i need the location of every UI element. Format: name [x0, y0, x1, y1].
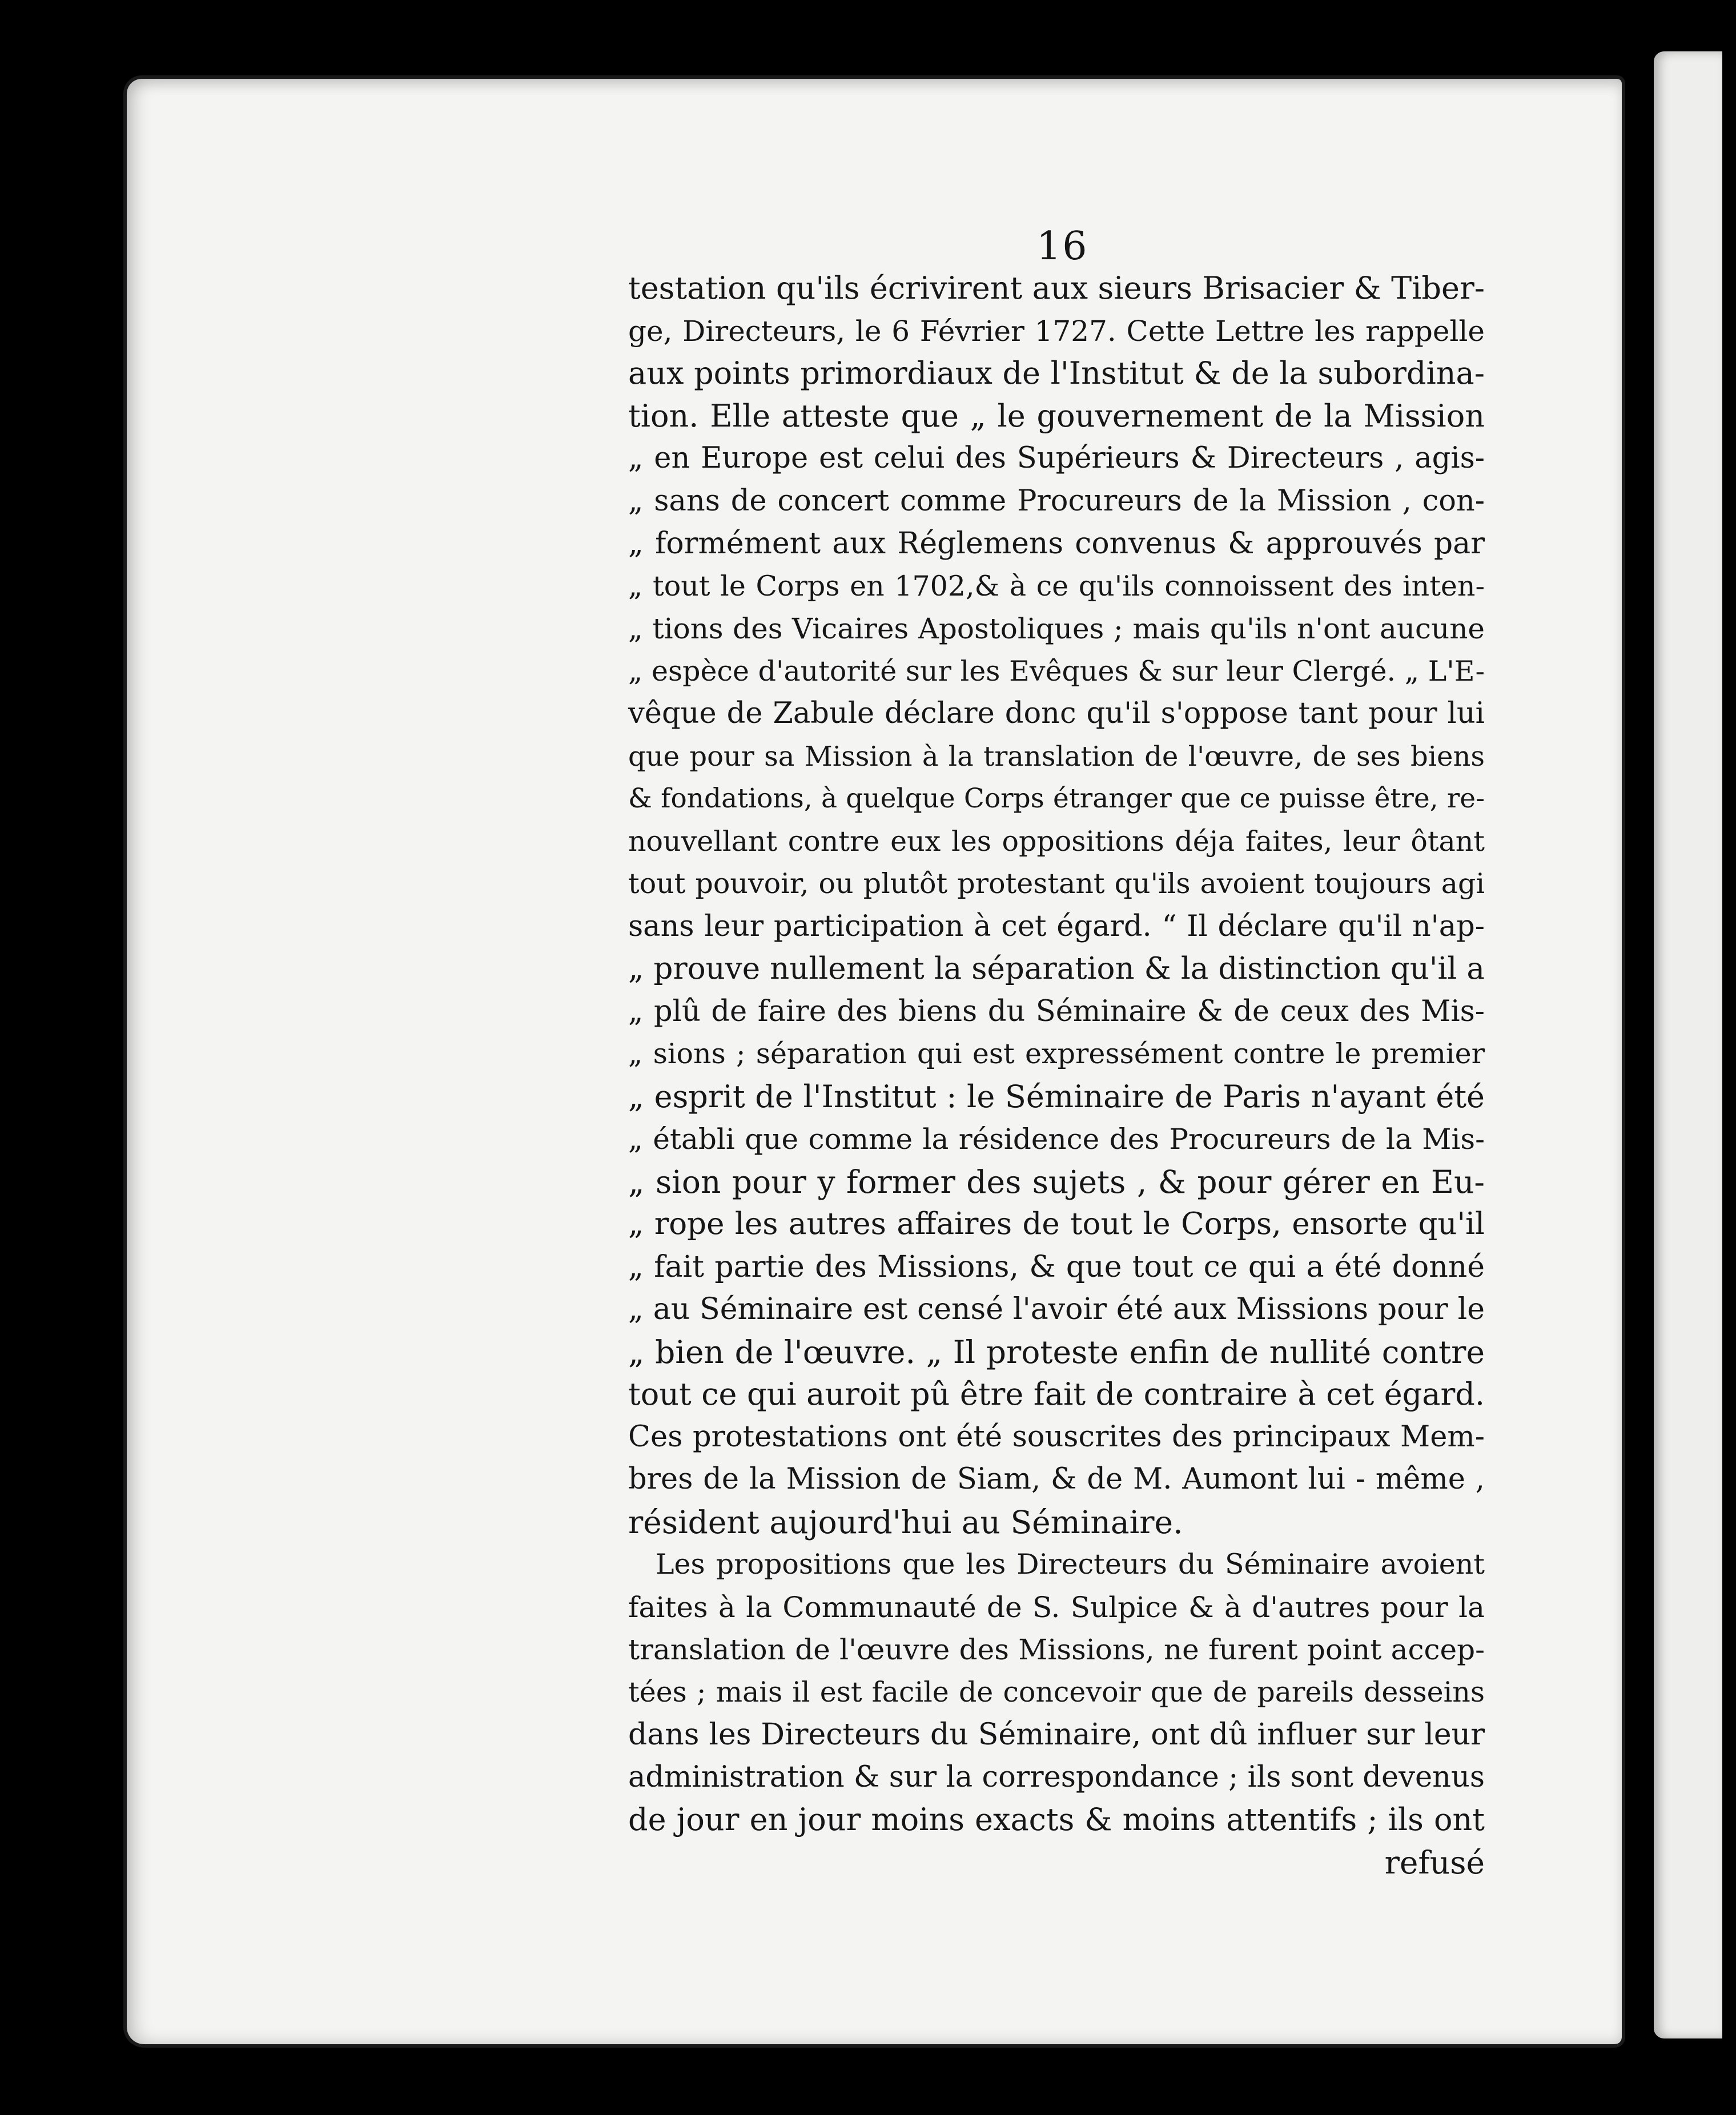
body-text — [628, 267, 1485, 1884]
text-line: résident aujourd'hui au Séminaire. — [628, 1503, 1183, 1541]
text-line: „ sans de concert comme Procureurs de la Mission , con- — [628, 484, 1485, 518]
text-line: que pour sa Mission à la translation de l'œuvre, de ses biens — [628, 740, 1485, 773]
text-line: nouvellant contre eux les oppositions déja faites, leur ôtant — [628, 825, 1485, 858]
text-line: faites à la Communauté de S. Sulpice & à d'autres pour la — [628, 1590, 1485, 1624]
text-line: sans leur participation à cet égard. “ Il déclare qu'il n'ap- — [628, 909, 1485, 943]
text-line: ge, Directeurs, le 6 Février 1727. Cette Lettre les rappelle — [628, 314, 1485, 348]
text-line: „ plû de faire des biens du Séminaire & de ceux des Mis- — [628, 994, 1485, 1028]
text-line: vêque de Zabule déclare donc qu'il s'oppose tant pour lui — [628, 697, 1485, 730]
text-line: „ prouve nullement la séparation & la distinction qu'il a — [628, 951, 1485, 986]
text-line: „ esprit de l'Institut : le Séminaire de Paris n'ayant été — [628, 1078, 1485, 1115]
text-line: Ces protestations ont été souscrites des principaux Mem- — [628, 1420, 1485, 1454]
text-line: „ rope les autres affaires de tout le Corps, ensorte qu'il — [628, 1207, 1485, 1241]
text-line: „ bien de l'œuvre. „ Il proteste enfin de nullité contre — [628, 1333, 1485, 1370]
book-gutter — [1629, 0, 1651, 2115]
text-line: Les propositions que les Directeurs du Séminaire avoient — [656, 1548, 1485, 1581]
text-line: „ espèce d'autorité sur les Evêques & sur leur Clergé. „ L'E- — [628, 654, 1485, 687]
text-line: dans les Directeurs du Séminaire, ont dû influer sur leur — [628, 1718, 1485, 1752]
text-line: tout pouvoir, ou plutôt protestant qu'ils avoient toujours agi — [628, 867, 1485, 900]
text-line: „ fait partie des Missions, & que tout ce qui a été donné — [628, 1249, 1485, 1284]
text-line: aux points primordiaux de l'Institut & de la subordina- — [628, 355, 1485, 391]
text-line: & fondations, à quelque Corps étranger que ce puisse être, re- — [628, 783, 1485, 814]
text-line: de jour en jour moins exacts & moins attentifs ; ils ont — [628, 1802, 1485, 1837]
text-line: „ formément aux Réglemens convenus & approuvés par — [628, 526, 1485, 561]
text-line: bres de la Mission de Siam, & de M. Aumont lui - même , — [628, 1462, 1485, 1496]
text-line: translation de l'œuvre des Missions, ne furent point accep- — [628, 1633, 1485, 1666]
text-line: „ en Europe est celui des Supérieurs & Directeurs , agis- — [628, 441, 1485, 475]
facing-page-edge — [1654, 51, 1722, 2038]
text-line: „ au Séminaire est censé l'avoir été aux Missions pour le — [628, 1292, 1485, 1326]
catchword: refusé — [1384, 1844, 1485, 1881]
text-line: „ établi que comme la résidence des Procureurs de la Mis- — [628, 1123, 1485, 1156]
text-line: tout ce qui auroit pû être fait de contraire à cet égard. — [628, 1376, 1485, 1412]
page-number: 16 — [1036, 224, 1088, 269]
text-line: „ tions des Vicaires Apostoliques ; mais qu'ils n'ont aucune — [628, 612, 1485, 645]
text-line: tées ; mais il est facile de concevoir que de pareils desseins — [628, 1675, 1485, 1708]
text-line: „ sion pour y former des sujets , & pour gérer en Eu- — [628, 1163, 1485, 1200]
text-line: tion. Elle atteste que „ le gouvernement de la Mission — [628, 397, 1485, 434]
text-line: administration & sur la correspondance ; ils sont devenus — [628, 1760, 1485, 1794]
text-line: „ sions ; séparation qui est expressément contre le premier — [628, 1038, 1485, 1070]
text-line: „ tout le Corps en 1702,& à ce qu'ils connoissent des inten- — [628, 569, 1485, 602]
text-line: testation qu'ils écrivirent aux sieurs Brisacier & Tiber- — [628, 270, 1485, 306]
